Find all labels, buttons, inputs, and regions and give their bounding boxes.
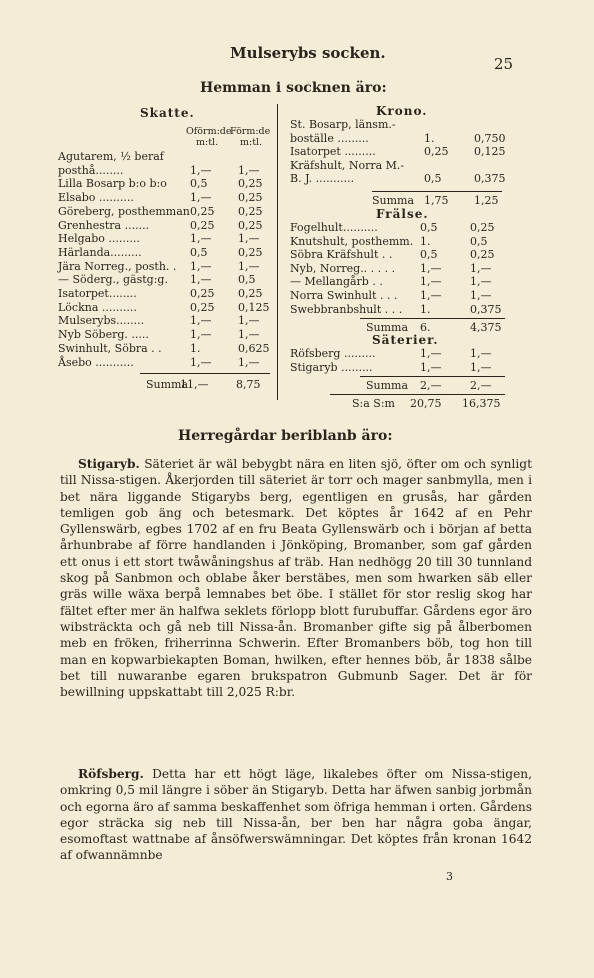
row-name: Knutshult, posthemm. [290, 234, 414, 248]
col2-header-unit: m:tl. [240, 137, 263, 148]
running-header: Mulserybs socken. [230, 44, 386, 62]
row-name: Lilla Bosarp b:o b:o [58, 177, 167, 191]
total-rule [330, 394, 505, 395]
col1-header-unit: m:tl. [196, 137, 219, 148]
row-name: B. J. ........... [290, 172, 355, 186]
fralse-summa-v1: 6. [420, 321, 431, 334]
fralse-sum-rule [360, 318, 505, 319]
row-value-1: 1. [424, 131, 435, 145]
row-name: Åsebo ........... [58, 355, 134, 369]
row-value-1: 1. [420, 234, 431, 248]
row-value-2: 1,— [470, 275, 492, 289]
paragraph-lead: Stigaryb. [78, 457, 140, 471]
row-name: Härlanda......... [58, 245, 142, 259]
paragraph-rofsberg [60, 766, 532, 864]
skatte-title: Skatte. [140, 106, 195, 120]
row-name: Röfsberg ......... [290, 347, 376, 360]
row-name: Swebbranbshult . . . [290, 302, 403, 316]
row-value-1: 0,5 [190, 245, 208, 259]
row-value-2: 0,750 [474, 131, 506, 145]
paragraph-body: Detta har ett högt läge, likalebes öfter om Nissa-stigen, omkring 0,5 mil längre i söber än Stigaryb. Detta har äfwen sanbig jorbmån och egorna äro af samma beskaffenhet som öfriga hemman i orten. Gårdens egor sträcka sig neb till Nissa-ån, ber ben har några goba ängar, esomoftast wattnabe af ånsöfwerswämningar. Det köptes från kronan 1642 af ofwannämnbe [60, 767, 532, 863]
row-name: Fogelhult.......... [290, 221, 378, 234]
row-value-1: 1,— [420, 347, 442, 360]
row-value-1: 0,25 [190, 218, 215, 232]
row-name: Helgabo ......... [58, 232, 140, 246]
row-value-1: 0,25 [190, 204, 215, 218]
row-name: Göreberg, posthemman [58, 204, 190, 218]
row-value-2: 0,375 [474, 172, 506, 186]
col2-header: Förm:de [230, 126, 271, 137]
total-label: S:a S:m [352, 397, 395, 410]
row-value-2: 1,— [470, 289, 492, 302]
skatte-summa-label: Summa [146, 378, 189, 391]
row-value-2: 0,375 [470, 302, 502, 316]
section-title-hemman: Hemman i socknen äro: [200, 80, 387, 96]
row-name: Swinhult, Söbra . . [58, 341, 162, 355]
paragraph-body: Säteriet är wäl bebygbt nära en liten sjö, öfter om och synligt till Nissa-stigen. Åkerjorden till säteriet är torr och mager sanbmylla, men i bet nära liggande Stigarybs berg, egentligen en grusås, har gården temligen gob äng och betesmark. Det köptes år 1642 af en Pehr Gyllenswärb, egbes 1702 af en fru Beata Gyllenswärb och i början af betta århunbrabe af förre handlanden i Jönköping, Bromanber, som gaf gården ett onus i ett stort twåwåningshus af träb. Han nedhögg 20 till 30 tunnland skog på Sanbmon och oblabe åker berstäbes, men som hwarken säb eller gräs wille wäxa berpå lemnabes bet öbe. I stället för stor reslig skog har fältet efter mer än halfwa seklets förlopp blott furubuffar. Gårdens egor äro wibsträckta och gå neb till Nissa-ån. Bromanber gifte sig på ålberbomen meb en fröken, friherrinna Schwerin. Efter Bromanbers böb, tog hon till man en kopwarbiekapten Boman, hwilken, efter hennes böb, år 1838 sålbe bet till nuwaranbe egaren brukspatron Gubmunb Sager. Det är för bewillning uppskattabt till 2,025 R:br. [60, 457, 532, 700]
row-value-1: 1,— [190, 259, 212, 273]
row-value-2: 1,— [470, 261, 492, 275]
row-name: Jära Norreg., posth. . [58, 259, 177, 273]
skatte-summa-v2: 8,75 [236, 378, 261, 391]
row-value-1: 0,25 [190, 300, 215, 314]
krono-summa-v1: 1,75 [424, 194, 449, 207]
row-value-2: 0,5 [238, 273, 256, 287]
row-value-2: 0,125 [474, 145, 506, 159]
row-value-2: 0,25 [470, 248, 495, 262]
krono-summa-v2: 1,25 [474, 194, 499, 207]
skatte-sum-rule [140, 373, 270, 374]
krono-summa-label: Summa [372, 194, 415, 207]
column-divider [277, 104, 278, 400]
fralse-title: Frälse. [376, 207, 429, 221]
row-name: Stigaryb ......... [290, 360, 373, 374]
row-value-1: 1,— [420, 261, 442, 275]
row-value-1: 1,— [190, 191, 212, 205]
row-value-1: 1,— [190, 314, 212, 328]
row-value-1: 1,— [420, 275, 442, 289]
saterier-sum-rule [360, 376, 505, 377]
row-name: Elsabo .......... [58, 191, 134, 205]
row-value-1: 0,25 [190, 287, 215, 300]
saterier-title: Säterier. [372, 333, 439, 347]
row-value-1: 1. [190, 341, 201, 355]
row-value-2: 0,25 [470, 221, 495, 234]
saterier-summa-label: Summa [366, 379, 409, 392]
row-value-2: 0,625 [238, 341, 270, 355]
fralse-summa-v2: 4,375 [470, 321, 502, 334]
row-value-1: 1,— [190, 273, 212, 287]
row-value-2: 0,25 [238, 287, 263, 300]
row-value-1: 1. [420, 302, 431, 316]
row-value-2: 0,25 [238, 191, 263, 205]
row-value-1: 1,— [420, 360, 442, 374]
row-value-2: 1,— [238, 232, 260, 246]
row-name: Löckna .......... [58, 300, 137, 314]
row-name: Kräfshult, Norra M.- [290, 158, 405, 172]
row-value-2: 0,25 [238, 245, 263, 259]
saterier-summa-v2: 2,— [470, 379, 492, 392]
row-name: St. Bosarp, länsm.- [290, 118, 396, 131]
signature-mark: 3 [446, 870, 453, 883]
row-value-1: 1,— [420, 289, 442, 302]
row-value-2: 0,125 [238, 300, 270, 314]
total-v1: 20,75 [410, 397, 442, 410]
krono-sum-rule [372, 191, 502, 192]
paragraph-lead: Röfsberg. [78, 767, 144, 781]
total-v2: 16,375 [462, 397, 501, 410]
row-value-2: 0,25 [238, 218, 263, 232]
row-value-1: 1,— [190, 232, 212, 246]
row-value-2: 1,— [238, 328, 260, 342]
krono-title: Krono. [376, 104, 428, 118]
row-value-1: 1,— [190, 328, 212, 342]
row-name: Grenhestra ....... [58, 218, 150, 232]
row-value-1: 0,5 [420, 248, 438, 262]
row-name: posthå........ [58, 163, 124, 177]
row-value-2: 0,25 [238, 177, 263, 191]
row-name: boställe ......... [290, 131, 369, 145]
row-value-2: 1,— [238, 259, 260, 273]
row-value-2: 0,5 [470, 234, 488, 248]
row-name: Nyb Söberg. ..... [58, 328, 149, 342]
row-name: Söbra Kräfshult . . [290, 248, 393, 262]
row-value-2: 0,25 [238, 204, 263, 218]
row-value-1: 0,5 [190, 177, 208, 191]
col1-header: Oförm:de [186, 126, 232, 137]
paragraph-stigaryb [60, 456, 532, 700]
row-name: Agutarem, ½ beraf [58, 150, 164, 163]
saterier-summa-v1: 2,— [420, 379, 442, 392]
row-value-2: 1,— [238, 163, 260, 177]
row-value-2: 1,— [470, 347, 492, 360]
row-value-1: 0,25 [424, 145, 449, 159]
row-value-1: 0,5 [420, 221, 438, 234]
row-name: Norra Swinhult . . . [290, 289, 398, 302]
row-name: — Söderg., gästg:g. [58, 273, 168, 287]
row-value-2: 1,— [238, 314, 260, 328]
section-title-herregardar: Herregårdar beriblanb äro: [178, 428, 393, 444]
row-name: Nyb, Norreg.. . . . . [290, 261, 396, 275]
row-value-2: 1,— [238, 355, 260, 369]
fralse-summa-label: Summa [366, 321, 409, 334]
row-value-2: 1,— [470, 360, 492, 374]
row-name: Isatorpet ......... [290, 145, 376, 159]
row-value-1: 1,— [190, 355, 212, 369]
row-name: — Mellangårb . . [290, 275, 383, 289]
row-value-1: 1,— [190, 163, 212, 177]
page-number: 25 [494, 55, 514, 73]
row-name: Isatorpet........ [58, 287, 137, 300]
skatte-summa-v1: 11,— [180, 378, 209, 391]
row-value-1: 0,5 [424, 172, 442, 186]
row-name: Mulserybs........ [58, 314, 145, 328]
